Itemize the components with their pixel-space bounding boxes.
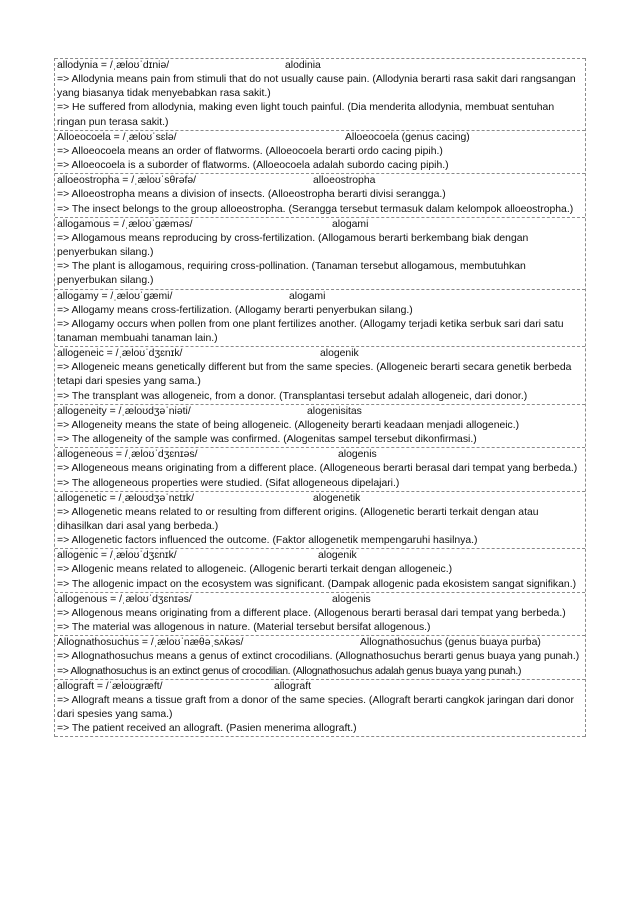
entry-headword: allodynia = /ˌæloʊˈdɪniə/ [57,60,170,71]
entry-definition: => Allodynia means pain from stimuli that do not usually cause pain. (Allodynia berarti rasa sakit dari rangsangan yang biasanya tidak menyebabkan rasa sakit.) [57,74,576,100]
entry-allogeneic [55,346,585,404]
entry-translation: alogenis [338,449,377,461]
entry-translation: Alloeocoela (genus cacing) [345,131,470,143]
entry-headword: allogenetic = /ˌæloʊdʒəˈnɛtɪk/ [57,492,194,504]
entry-alloeocoela [55,130,585,173]
entry-headword: allogeneic = /ˌæloʊˈdʒɛnɪk/ [57,348,183,360]
entry-translation: alogenetik [313,492,361,504]
entry-example: => The allogeneous properties were studied. (Sifat allogeneous dipelajari.) [57,477,400,489]
entry-translation: Allognathosuchus (genus buaya purba) [360,637,541,649]
entry-definition: => Alloeocoela means an order of flatworms. (Alloeocoela berarti ordo cacing pipih.) [57,145,443,157]
entry-headword: allogeneity = /ˌæloʊdʒəˈniəti/ [57,405,191,417]
entry-headword: allogeneous = /ˌæloʊˈdʒɛnɪəs/ [57,449,198,461]
entry-example: => The patient received an allograft. (Pasien menerima allograft.) [57,723,357,735]
entry-example: => The allogenic impact on the ecosystem was significant. (Dampak allogenic pada ekosistem sangat signifikan.) [57,578,577,590]
entry-headword: Allognathosuchus = /ˌæloʊˈnæθəˌsʌkəs/ [57,637,244,649]
entry-allogenetic [55,491,585,549]
entry-example: => The allogeneity of the sample was confirmed. (Alogenitas sampel tersebut dikonfirmasi.) [57,434,477,446]
entry-translation: alogenisitas [307,405,362,417]
entry-definition: => Allogeneous means originating from a different place. (Allogeneous berarti berasal dari tempat yang berbeda.) [57,463,578,475]
entry-definition: => Allogeneic means genetically different but from the same species. (Allogeneic berarti secara genetik berbeda tetapi dari spesies yang sama.) [57,362,572,388]
entry-allognathosuchus [55,635,585,678]
entry-example: => Allogenetic factors influenced the outcome. (Faktor allogenetik mempengaruhi hasilnya.) [57,535,478,547]
entry-definition: => Allogenic means related to allogeneic. (Allogenic berarti terkait dengan allogeneic.) [57,564,453,576]
entry-translation: alogenis [332,593,371,605]
entry-definition: => Allogenetic means related to or resulting from different origins. (Allogenetic berarti terkait dengan atau dihasilkan dari asal yang berbeda.) [57,506,539,532]
entry-example: => He suffered from allodynia, making even light touch painful. (Dia menderita allodynia, membuat sentuhan ringan pun terasa sakit.) [57,102,555,128]
entry-allogenic [55,548,585,591]
entry-translation: alodinia [285,60,321,71]
entry-headword: alloeostropha = /ˌæloʊˈsθrəfə/ [57,175,197,187]
entry-example: => The transplant was allogeneic, from a donor. (Transplantasi tersebut adalah allogeneic, dari donor.) [57,390,528,402]
entry-definition: => Allograft means a tissue graft from a donor of the same species. (Allograft berarti cangkok jaringan dari donor dari spesies yang sama.) [57,694,574,721]
entry-allogenous [55,592,585,635]
entry-headword: allogenous = /ˌæloʊˈdʒɛnɪəs/ [57,593,192,605]
entry-headword: allogamous = /ˌæloʊˈɡæməs/ [57,218,193,230]
entry-definition: => Allogamous means reproducing by cross-fertilization. (Allogamous berarti berkembang biak dengan penyerbukan silang.) [57,232,529,259]
entry-translation: alogenik [320,348,359,360]
entry-definition: => Allogamy means cross-fertilization. (Allogamy berarti penyerbukan silang.) [57,304,413,316]
entry-headword: allogenic = /ˌæloʊˈdʒɛnɪk/ [57,550,177,562]
entry-example: => The plant is allogamous, requiring cross-pollination. (Tanaman tersebut allogamous, membutuhkan penyerbukan silang.) [57,261,526,287]
entry-translation: alogami [332,218,369,230]
entry-translation: alogenik [318,550,357,562]
entry-allogamous [55,217,585,289]
entry-example: => Alloeocoela is a suborder of flatworms. (Alloeocoela adalah subordo cacing pipih.) [57,160,449,172]
entry-translation: alogami [289,290,326,302]
entry-translation: allograft [274,680,311,692]
entry-example: => The material was allogenous in nature. (Material tersebut bersifat allogenous.) [57,622,431,634]
entry-example: => Allognathosuchus is an extinct genus of crocodilian. (Allognathosuchus adalah genus buaya yang punah.) [57,665,522,677]
entry-translation: alloeostropha [313,175,376,187]
entry-headword: allograft = /ˈæloʊɡræft/ [57,680,163,692]
entry-definition: => Allogeneity means the state of being allogeneic. (Allogeneity berarti keadaan menjadi allogeneic.) [57,419,520,431]
entry-allogeneity [55,404,585,447]
entry-definition: => Alloeostropha means a division of insects. (Alloeostropha berarti divisi serangga.) [57,189,446,201]
glossary-sheet [54,58,586,737]
entry-allograft [55,679,585,738]
entry-alloeostropha [55,173,585,216]
entry-headword: Alloeocoela = /ˌæloʊˈsɛlə/ [57,131,177,143]
entry-example: => Allogamy occurs when pollen from one plant fertilizes another. (Allogamy terjadi ketika serbuk sari dari satu tanaman membuahi tanaman lain.) [57,318,564,344]
entry-example: => The insect belongs to the group alloeostropha. (Serangga tersebut termasuk dalam kelompok alloeostropha.) [57,203,574,215]
entry-definition: => Allognathosuchus means a genus of extinct crocodilians. (Allognathosuchus berarti genus buaya yang punah.) [57,651,580,663]
entry-allogeneous [55,447,585,490]
entry-allodynia [55,58,585,130]
entry-allogamy [55,289,585,347]
entry-definition: => Allogenous means originating from a different place. (Allogenous berarti berasal dari tempat yang berbeda.) [57,607,566,619]
entry-headword: allogamy = /ˌæloʊˈɡæmi/ [57,290,173,302]
